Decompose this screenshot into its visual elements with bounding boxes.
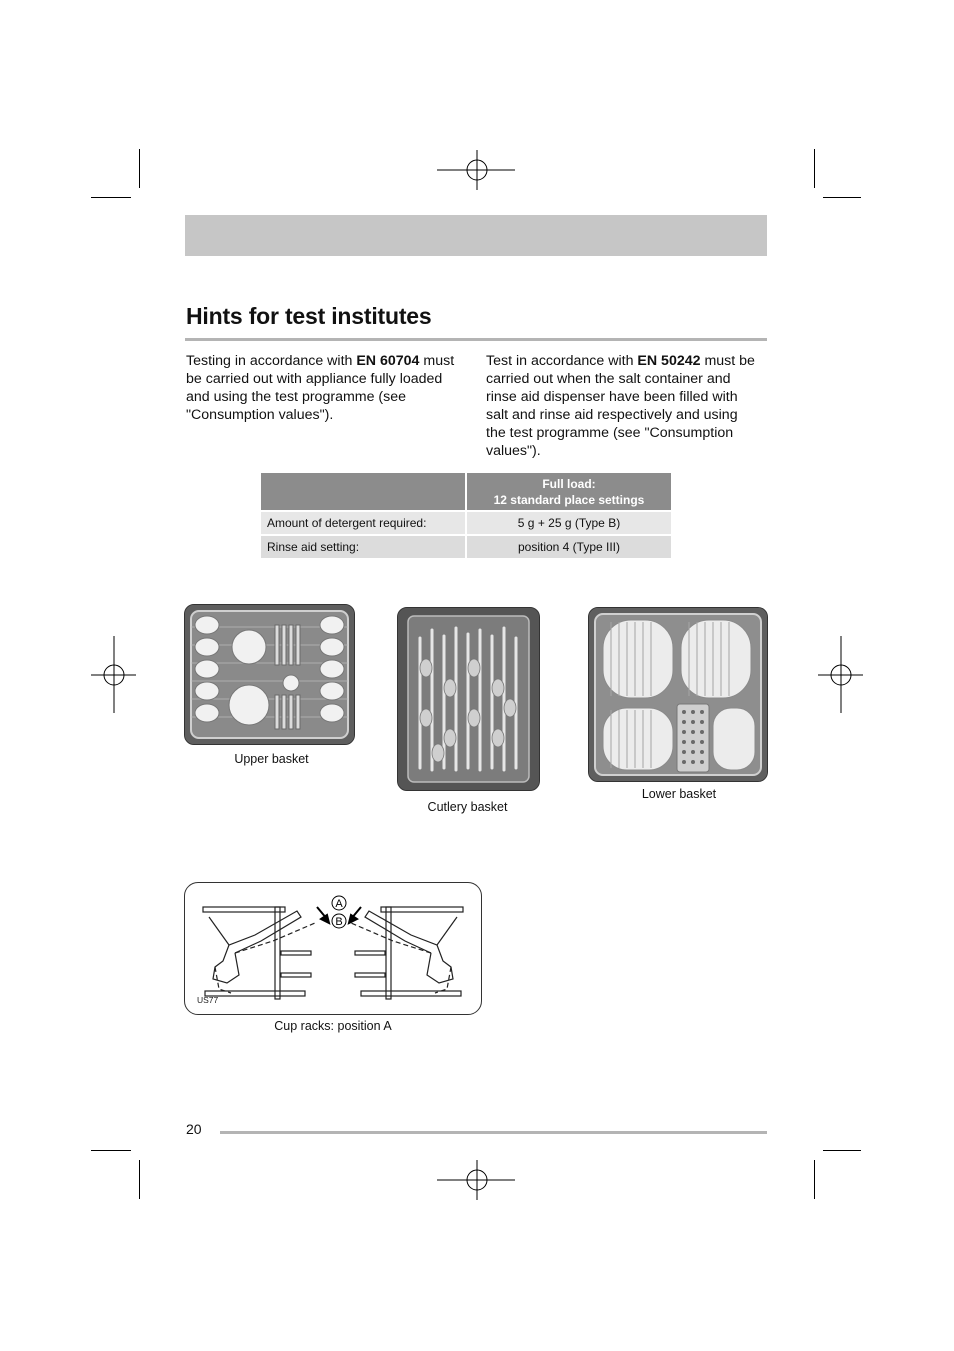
- upper-basket-illustration: [185, 605, 354, 744]
- table-row: [261, 511, 672, 535]
- intro-left-before: Testing in accordance with: [186, 353, 357, 369]
- table-header-full-load: [466, 473, 672, 511]
- lower-basket-photo: [588, 607, 768, 782]
- registration-mark-top: [437, 150, 517, 192]
- position-b-label: [332, 914, 346, 928]
- header-bar: [185, 215, 767, 256]
- table-corner-cell: [261, 473, 466, 511]
- cup-racks-diagram: [184, 882, 482, 1015]
- intro-left-paragraph: [186, 352, 466, 424]
- cutlery-basket-caption: Cutlery basket: [427, 800, 508, 814]
- intro-right-after: must be carried out when the salt container and rinse aid dispenser have been filled with salt and rinse aid respectively and using the test programme (see "Consumption values").: [486, 353, 755, 459]
- svg-text:B: B: [335, 916, 343, 928]
- upper-basket-photo: [184, 604, 355, 745]
- svg-text:A: A: [335, 898, 343, 910]
- intro-right-paragraph: [486, 352, 758, 460]
- title-rule: [185, 338, 767, 341]
- table-row: [261, 535, 672, 559]
- page-title: Hints for test institutes: [186, 303, 432, 329]
- intro-right-before: Test in accordance with: [486, 353, 638, 369]
- page-number: 20: [186, 1121, 202, 1137]
- intro-left-standard: EN 60704: [356, 353, 420, 369]
- position-a-label: [332, 896, 346, 910]
- registration-mark-right: [818, 636, 864, 714]
- diagram-code: US77: [197, 995, 219, 1005]
- cutlery-basket-photo: [397, 607, 540, 791]
- lower-basket-caption: Lower basket: [641, 787, 717, 801]
- table-row-value: 5 g + 25 g (Type B): [466, 511, 672, 535]
- upper-basket-caption: Upper basket: [234, 752, 309, 766]
- table-row-label: Rinse aid setting:: [261, 535, 466, 559]
- registration-mark-left: [91, 636, 137, 714]
- table-header-line2: 12 standard place settings: [493, 492, 645, 507]
- cutlery-basket-illustration: [398, 608, 539, 790]
- registration-mark-bottom: [437, 1160, 517, 1202]
- test-settings-table: [261, 473, 673, 560]
- table-header-line1: Full load:: [542, 476, 596, 491]
- footer-rule: [220, 1131, 767, 1134]
- intro-right-standard: EN 50242: [637, 353, 701, 369]
- table-row-value: position 4 (Type III): [466, 535, 672, 559]
- table-row-label: Amount of detergent required:: [261, 511, 466, 535]
- cup-racks-caption: Cup racks: position A: [274, 1019, 392, 1033]
- cup-racks-illustration: [185, 883, 481, 1014]
- lower-basket-illustration: [589, 608, 767, 781]
- intro-left-after: must be carried out with appliance fully loaded and using the test programme (see "Consumption values").: [186, 353, 455, 423]
